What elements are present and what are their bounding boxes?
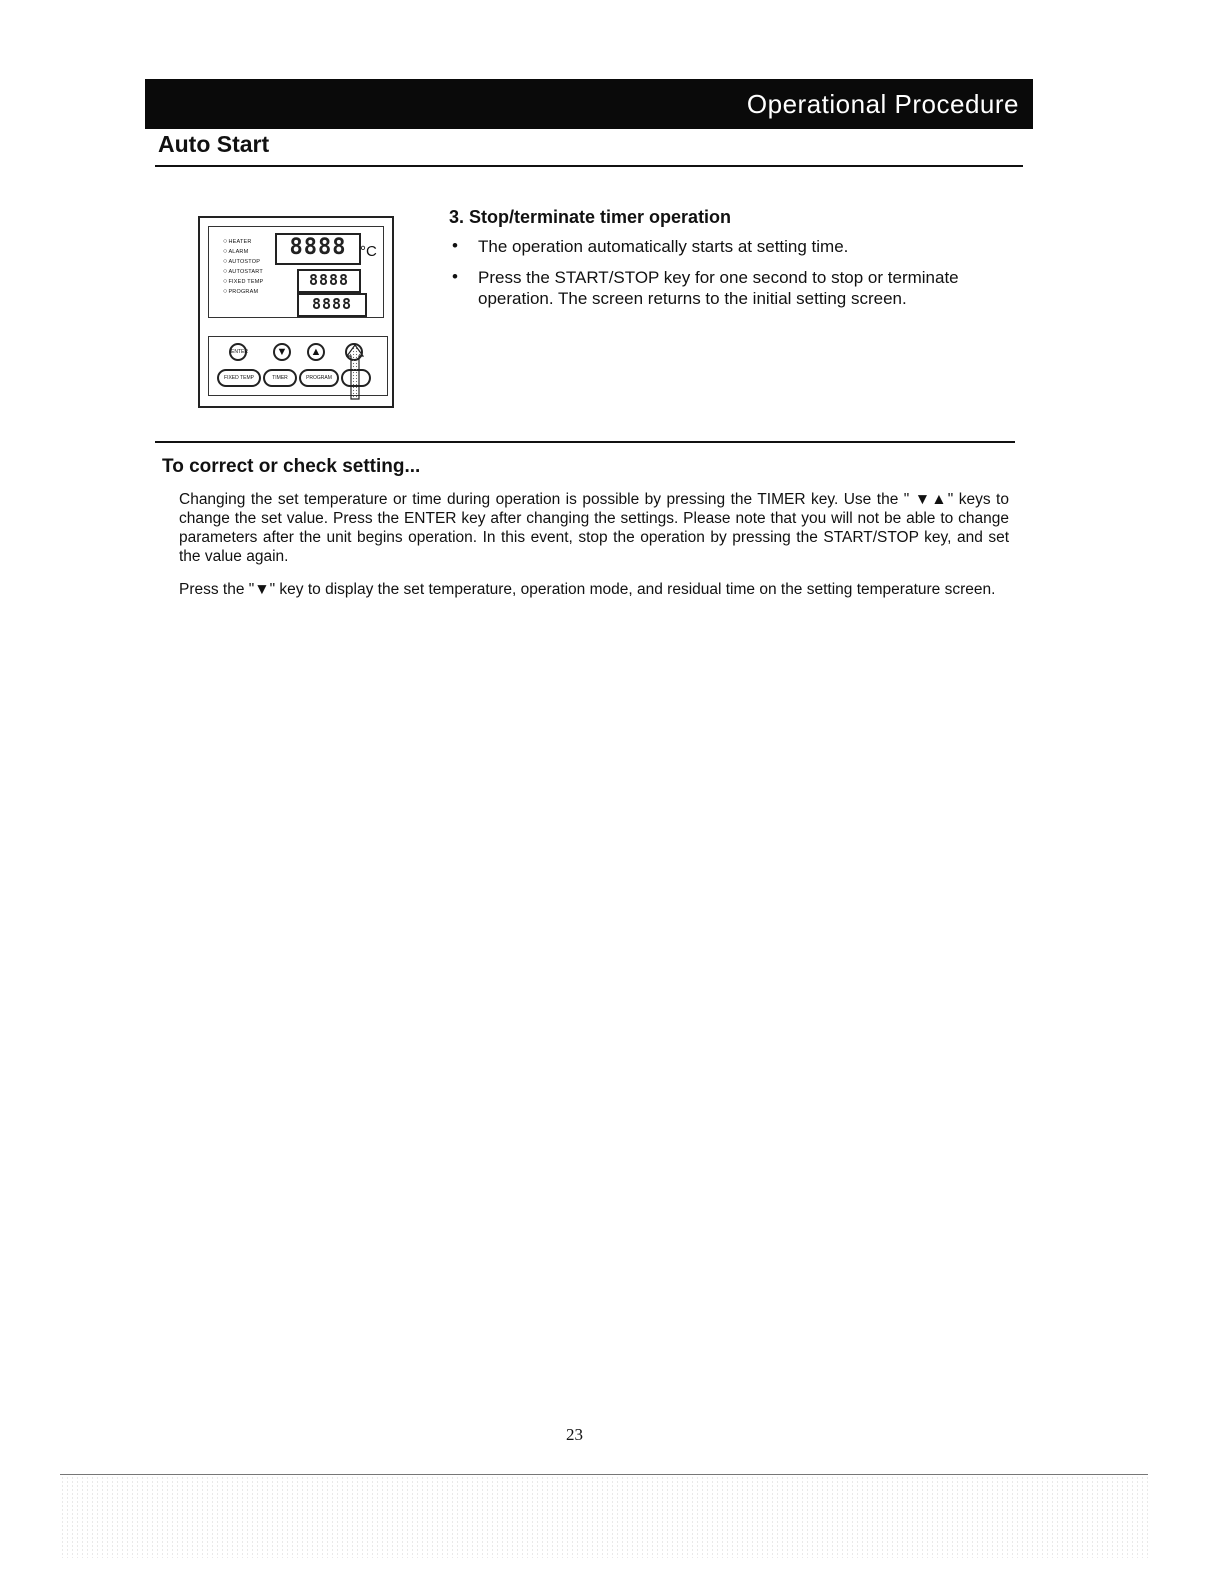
check-setting-title: To correct or check setting... bbox=[162, 456, 421, 477]
footer-rule bbox=[60, 1474, 1148, 1475]
up-key bbox=[307, 343, 325, 361]
bullet-dot: • bbox=[452, 236, 458, 255]
header-title: Operational Procedure bbox=[746, 89, 1019, 119]
display-middle: 8888 bbox=[297, 269, 361, 293]
down-triangle-icon: ▼ bbox=[276, 346, 288, 358]
control-panel-illustration bbox=[198, 216, 394, 408]
panel-display-area bbox=[208, 226, 384, 318]
step-heading: 3. Stop/terminate timer operation bbox=[449, 207, 732, 227]
fixed-temp-key: FIXED TEMP bbox=[217, 369, 261, 387]
header-bar bbox=[145, 79, 1033, 129]
enter-key: ENTER bbox=[229, 343, 247, 361]
divider-rule bbox=[155, 441, 1015, 443]
timer-key: TIMER bbox=[263, 369, 297, 387]
check-paragraph: Changing the set temperature or time during operation is possible by pressing the TIMER key. Use the " ▼▲" keys to change the set value. Press the ENTER key after changing the settings. Please note that you will not be able to change parameters after the unit begins operation. In this event, stop the operation by pressing the START/STOP key, and set the value again. bbox=[179, 491, 1009, 565]
section-title: Auto Start bbox=[158, 131, 270, 157]
up-triangle-icon: ▲ bbox=[310, 346, 322, 358]
program-key: PROGRAM bbox=[299, 369, 339, 387]
indicator-autostart: ○ AUTOSTART bbox=[223, 269, 263, 275]
down-key bbox=[273, 343, 291, 361]
temp-unit-label: °C bbox=[360, 243, 377, 260]
display-bottom: 8888 bbox=[297, 293, 367, 317]
indicator-autostop: ○ AUTOSTOP bbox=[223, 259, 260, 265]
page-number: 23 bbox=[566, 1425, 583, 1444]
section-rule bbox=[155, 165, 1023, 167]
display-top: 8888 bbox=[275, 233, 361, 265]
indicator-fixed-temp: ○ FIXED TEMP bbox=[223, 279, 263, 285]
finger-arrow-icon bbox=[346, 344, 364, 400]
indicator-heater: ○ HEATER bbox=[223, 239, 252, 245]
bullet-text: The operation automatically starts at setting time. bbox=[478, 237, 849, 256]
indicator-program: ○ PROGRAM bbox=[223, 289, 258, 295]
check-paragraph: Press the "▼" key to display the set temperature, operation mode, and residual time on the setting temperature screen. bbox=[179, 581, 996, 598]
scan-noise-band bbox=[60, 1476, 1148, 1558]
indicator-alarm: ○ ALARM bbox=[223, 249, 248, 255]
bullet-text: Press the START/STOP key for one second to stop or terminate operation. The screen returns to the initial setting screen. bbox=[478, 268, 959, 308]
bullet-dot: • bbox=[452, 267, 458, 286]
